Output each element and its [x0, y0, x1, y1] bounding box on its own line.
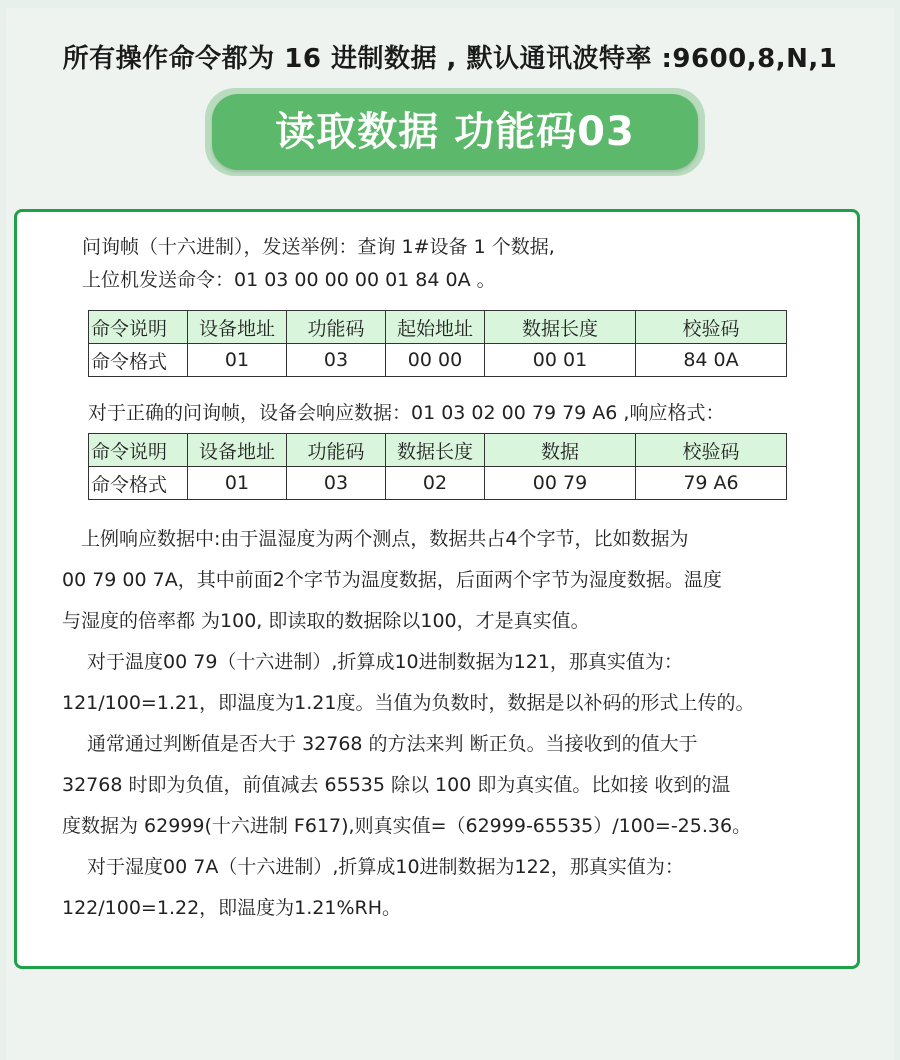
content-card	[14, 209, 860, 969]
paragraph-line: 00 79 00 7A，其中前面2个字节为温度数据，后面两个字节为湿度数据。温度	[62, 569, 722, 591]
paragraph-line: 121/100=1.21，即温度为1.21度。当值为负数时，数据是以补码的形式上传的。	[62, 692, 755, 714]
table-header-row	[89, 434, 787, 467]
table-cell: 02	[386, 467, 485, 500]
table-header-cell: 设备地址	[188, 311, 287, 344]
table-header-cell: 数据长度	[485, 311, 636, 344]
response-intro: 对于正确的问询帧，设备会响应数据：01 03 02 00 79 79 A6 ,响应格式：	[88, 402, 725, 424]
paragraph-line: 对于温度00 79（十六进制）,折算成10进制数据为121，那真实值为：	[62, 651, 683, 673]
page-title: 所有操作命令都为 16 进制数据 , 默认通讯波特率 :9600,8,N,1	[62, 44, 838, 74]
table-header-cell: 校验码	[636, 434, 787, 467]
paragraph-line: 度数据为 62999(十六进制 F617),则真实值=（62999-65535）/100=-25.36。	[62, 815, 752, 837]
response-table	[88, 433, 787, 500]
table-cell: 79 A6	[636, 467, 787, 500]
table-cell: 03	[287, 344, 386, 377]
table-header-cell: 命令说明	[89, 434, 188, 467]
table-cell: 01	[188, 467, 287, 500]
paragraph-line: 与湿度的倍率都 为100, 即读取的数据除以100，才是真实值。	[62, 610, 590, 632]
paragraph-line: 32768 时即为负值，前值减去 65535 除以 100 即为真实值。比如接 收到的温	[62, 774, 731, 796]
table-cell: 84 0A	[636, 344, 787, 377]
request-table	[88, 310, 787, 377]
paragraph-line: 对于湿度00 7A（十六进制）,折算成10进制数据为122，那真实值为：	[62, 856, 684, 878]
paragraph-line: 122/100=1.22，即温度为1.21%RH。	[62, 897, 402, 919]
table-header-cell: 功能码	[287, 434, 386, 467]
table-header-cell: 校验码	[636, 311, 787, 344]
paragraph-line: 通常通过判断值是否大于 32768 的方法来判 断正负。当接收到的值大于	[62, 733, 698, 755]
section-banner: 读取数据 功能码03	[212, 94, 698, 170]
table-header-row	[89, 311, 787, 344]
table-header-cell: 设备地址	[188, 434, 287, 467]
intro-line-1: 问询帧（十六进制），发送举例：查询 1#设备 1 个数据,	[82, 236, 555, 258]
table-cell: 01	[188, 344, 287, 377]
table-cell: 03	[287, 467, 386, 500]
table-cell: 命令格式	[89, 467, 188, 500]
table-cell: 00 79	[485, 467, 636, 500]
table-header-cell: 起始地址	[386, 311, 485, 344]
table-header-cell: 命令说明	[89, 311, 188, 344]
table-header-cell: 数据	[485, 434, 636, 467]
table-header-cell: 功能码	[287, 311, 386, 344]
table-row	[89, 344, 787, 377]
intro-line-2: 上位机发送命令：01 03 00 00 00 01 84 0A 。	[82, 269, 496, 291]
table-cell: 00 00	[386, 344, 485, 377]
table-cell: 命令格式	[89, 344, 188, 377]
table-row	[89, 467, 787, 500]
table-cell: 00 01	[485, 344, 636, 377]
paragraph-line: 上例响应数据中:由于温湿度为两个测点，数据共占4个字节，比如数据为	[62, 528, 689, 550]
explanation-text	[62, 519, 832, 929]
table-header-cell: 数据长度	[386, 434, 485, 467]
